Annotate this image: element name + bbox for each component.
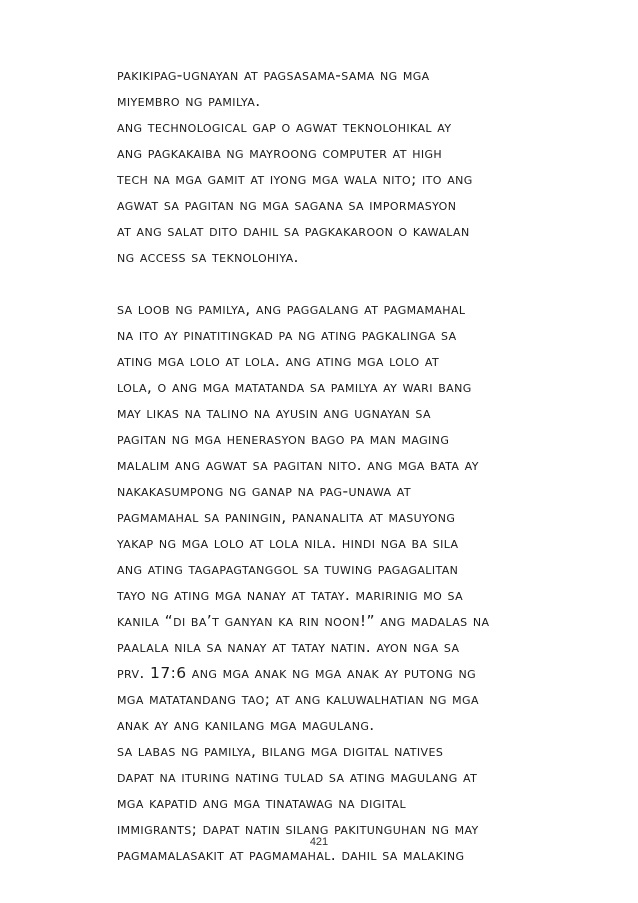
text-line: may likas na talino na ayusin ang ugnayan sa xyxy=(117,404,431,422)
text-line: paalala nila sa nanay at tatay natin. ayon nga sa xyxy=(117,638,460,656)
text-line: na ito ay pinatitingkad pa ng ating pagkalinga sa xyxy=(117,326,457,344)
text-line: malalim ang agwat sa pagitan nito. ang mga bata ay xyxy=(117,456,479,474)
text-line: ang pagkakaiba ng mayroong computer at high xyxy=(117,144,443,162)
text-line: tayo ng ating mga nanay at tatay. maririnig mo sa xyxy=(117,586,464,604)
text-line: agwat sa pagitan ng mga sagana sa impormasyon xyxy=(117,196,457,214)
text-line: tech na mga gamit at iyong mga wala nito; ito ang xyxy=(117,170,473,188)
text-line: kanila “di ba’t ganyan ka rin noon!” ang madalas na xyxy=(117,612,490,630)
text-line: dapat na ituring nating tulad sa ating magulang at xyxy=(117,768,478,786)
text-line: mga matatandang tao; at ang kaluwalhatian ng mga xyxy=(117,690,479,708)
text-line: at ang salat dito dahil sa pagkakaroon o kawalan xyxy=(117,222,470,240)
text-line: anak ay ang kanilang mga magulang. xyxy=(117,716,375,734)
text-line: sa loob ng pamilya, ang paggalang at pagmamahal xyxy=(117,300,466,318)
text-line: prv. 17:6 ang mga anak ng mga anak ay putong ng xyxy=(117,664,477,682)
paragraph-gap xyxy=(117,270,587,296)
text-line: ng access sa teknolohiya. xyxy=(117,248,299,266)
text-line: lola, o ang mga matatanda sa pamilya ay wari bang xyxy=(117,378,472,396)
text-line: pagitan ng mga henerasyon bago pa man maging xyxy=(117,430,450,448)
text-line: pagmamalasakit at pagmamahal. dahil sa malaking xyxy=(117,846,465,864)
body-text xyxy=(117,62,587,868)
text-line: ang technological gap o agwat teknolohikal ay xyxy=(117,118,452,136)
text-line: pagmamahal sa paningin, pananalita at masuyong xyxy=(117,508,456,526)
text-line: sa labas ng pamilya, bilang mga digital natives xyxy=(117,742,444,760)
text-line: ang ating tagapagtanggol sa tuwing pagagalitan xyxy=(117,560,459,578)
text-line: miyembro ng pamilya. xyxy=(117,92,261,110)
text-line: yakap ng mga lolo at lola nila. hindi nga ba sila xyxy=(117,534,459,552)
text-line: nakakasumpong ng ganap na pag-unawa at xyxy=(117,482,411,500)
text-line: ating mga lolo at lola. ang ating mga lolo at xyxy=(117,352,440,370)
text-line: mga kapatid ang mga tinatawag na digital xyxy=(117,794,407,812)
text-line: pakikipag-ugnayan at pagsasama-sama ng mga xyxy=(117,66,430,84)
text-line: immigrants; dapat natin silang pakitunguhan ng may xyxy=(117,820,479,838)
page-number: 421 xyxy=(309,836,329,848)
